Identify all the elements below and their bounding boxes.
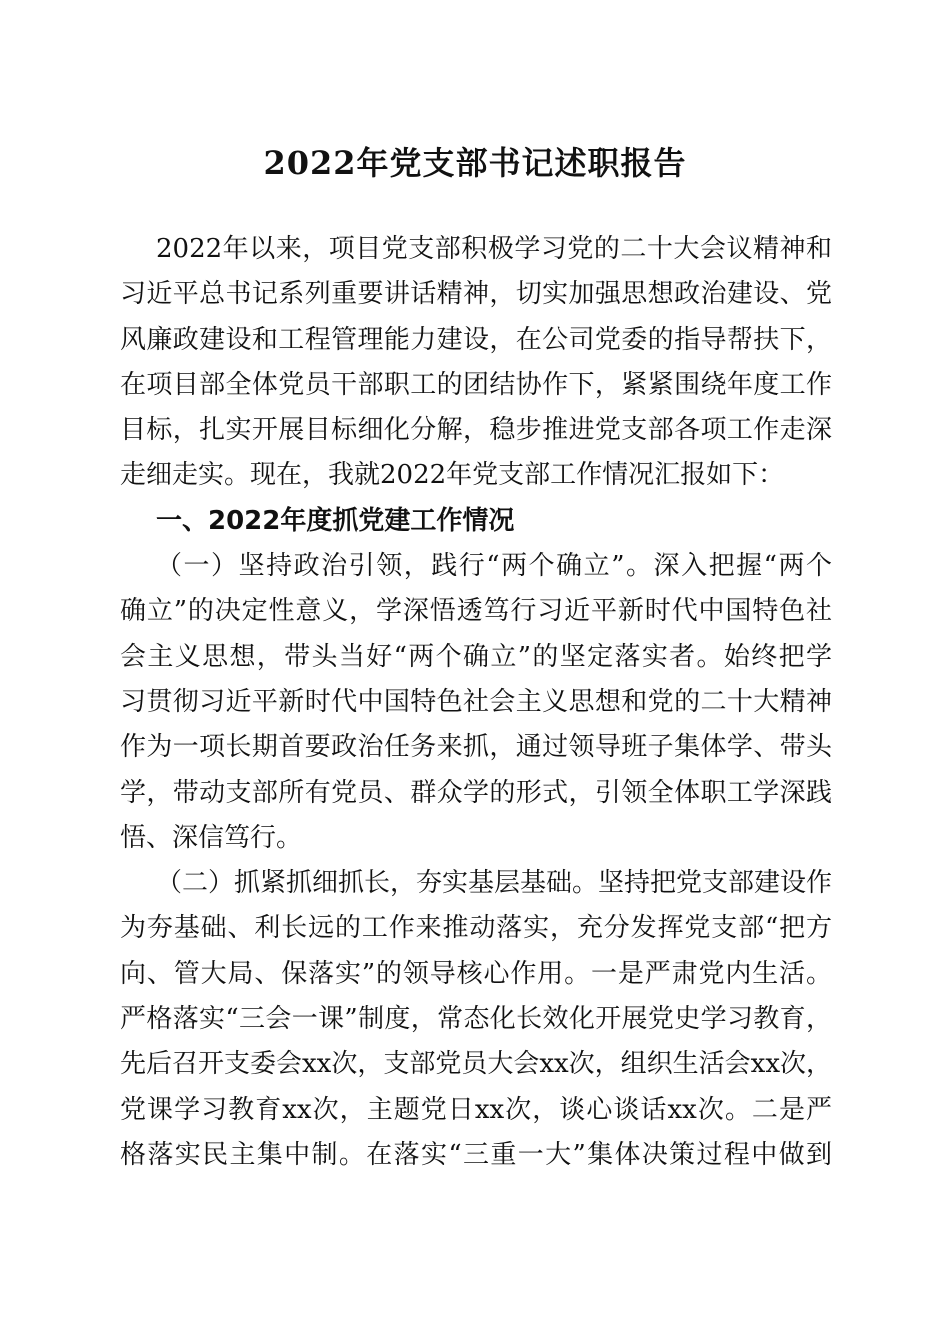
paragraph-line: 先后召开支委会xx次，支部党员大会xx次，组织生活会xx次， [120,1049,832,1080]
paragraph-line: 习贯彻习近平新时代中国特色社会主义思想和党的二十大精神 [120,686,832,717]
paragraph-line: 悟、深信笃行。 [120,822,303,853]
document-body [120,227,832,1178]
paragraph-line: 格落实民主集中制。在落实“三重一大”集体决策过程中做到 [120,1139,832,1170]
paragraph-line: 会主义思想，带头当好“两个确立”的坚定落实者。始终把学 [120,641,832,672]
paragraph [120,227,832,499]
paragraph-line: 严格落实“三会一课”制度，常态化长效化开展党史学习教育， [120,1004,832,1035]
paragraph-line: （一）坚持政治引领，践行“两个确立”。深入把握“两个 [156,551,832,582]
paragraph-line: 走细走实。现在，我就2022年党支部工作情况汇报如下： [120,460,785,491]
section-heading: 一、2022年度抓党建工作情况 [156,505,515,536]
paragraph [120,544,832,861]
paragraph [120,861,832,1178]
paragraph-line: （二）抓紧抓细抓长，夯实基层基础。坚持把党支部建设作 [156,868,833,899]
paragraph-line: 确立”的决定性意义，学深悟透笃行习近平新时代中国特色社 [120,596,832,627]
paragraph-line: 向、管大局、保落实”的领导核心作用。一是严肃党内生活。 [120,958,832,989]
paragraph-line: 风廉政建设和工程管理能力建设，在公司党委的指导帮扶下， [120,324,832,355]
document-title: 2022年党支部书记述职报告 [263,144,687,182]
paragraph-line: 目标，扎实开展目标细化分解，稳步推进党支部各项工作走深 [120,415,832,446]
paragraph-line: 作为一项长期首要政治任务来抓，通过领导班子集体学、带头 [120,732,832,763]
paragraph-line: 为夯基础、利长远的工作来推动落实，充分发挥党支部“把方 [120,913,832,944]
paragraph-line: 学，带动支部所有党员、群众学的形式，引领全体职工学深践 [120,777,832,808]
paragraph-line: 党课学习教育xx次，主题党日xx次，谈心谈话xx次。二是严 [120,1094,832,1125]
paragraph-line: 习近平总书记系列重要讲话精神，切实加强思想政治建设、党 [120,279,832,310]
paragraph-line: 2022年以来，项目党支部积极学习党的二十大会议精神和 [156,234,832,264]
paragraph-line: 在项目部全体党员干部职工的团结协作下，紧紧围绕年度工作 [120,369,832,400]
